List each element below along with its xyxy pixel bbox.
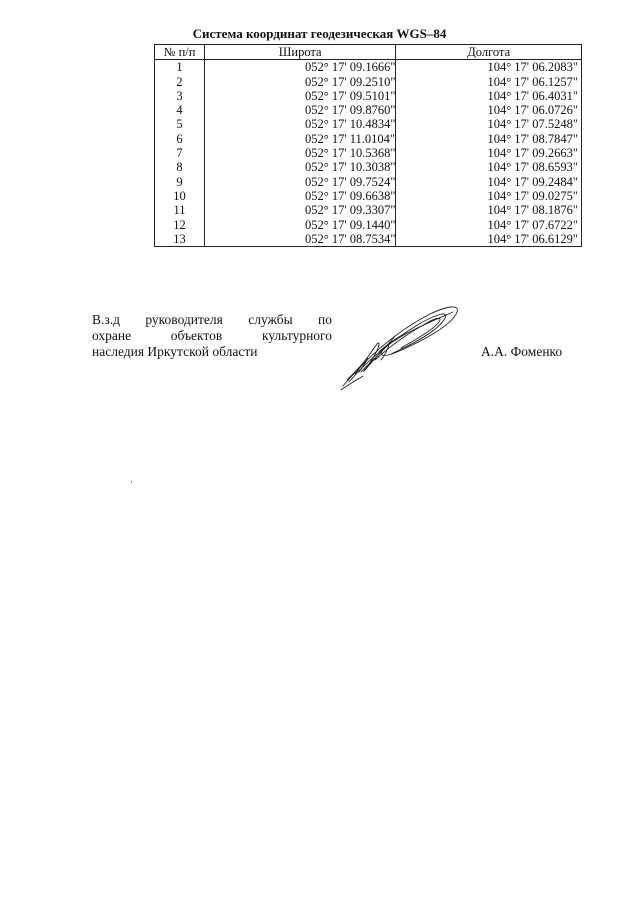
- row-longitude: 104° 17' 06.0726": [396, 103, 582, 117]
- header-latitude: Широта: [204, 45, 395, 60]
- row-number: 7: [155, 146, 205, 160]
- row-latitude: 052° 17' 11.0104": [204, 132, 395, 146]
- row-longitude: 104° 17' 09.2484": [396, 175, 582, 189]
- row-number: 9: [155, 175, 205, 189]
- table-row: [155, 103, 582, 117]
- row-latitude: 052° 17' 08.7534": [204, 232, 395, 247]
- table-row: [155, 189, 582, 203]
- table-row: [155, 60, 582, 75]
- table-row: [155, 89, 582, 103]
- row-latitude: 052° 17' 09.1666": [204, 60, 395, 75]
- row-longitude: 104° 17' 06.4031": [396, 89, 582, 103]
- table-row: [155, 117, 582, 131]
- document-title: Система координат геодезическая WGS–84: [192, 26, 447, 41]
- signatory-position: [92, 312, 332, 360]
- row-longitude: 104° 17' 08.1876": [396, 203, 582, 217]
- row-latitude: 052° 17' 09.5101": [204, 89, 395, 103]
- row-latitude: 052° 17' 09.3307": [204, 203, 395, 217]
- table-row: [155, 146, 582, 160]
- row-number: 8: [155, 160, 205, 174]
- position-line-2: охране объектов культурного: [92, 328, 332, 343]
- row-latitude: 052° 17' 10.4834": [204, 117, 395, 131]
- table-row: [155, 203, 582, 217]
- table-row: [155, 232, 582, 247]
- row-number: 6: [155, 132, 205, 146]
- table-row: [155, 175, 582, 189]
- table-row: [155, 75, 582, 89]
- row-longitude: 104° 17' 08.6593": [396, 160, 582, 174]
- header-longitude: Долгота: [396, 45, 582, 60]
- row-number: 11: [155, 203, 205, 217]
- scan-speck: [131, 481, 132, 483]
- row-number: 1: [155, 60, 205, 75]
- row-longitude: 104° 17' 08.7847": [396, 132, 582, 146]
- coordinates-table: [154, 44, 582, 247]
- row-latitude: 052° 17' 09.1440": [204, 218, 395, 232]
- position-line-1: В.з.д руководителя службы по: [92, 312, 332, 327]
- table-row: [155, 132, 582, 146]
- signer-name: А.А. Фоменко: [481, 344, 563, 359]
- row-longitude: 104° 17' 09.0275": [396, 189, 582, 203]
- row-latitude: 052° 17' 09.8760": [204, 103, 395, 117]
- position-line-3: наследия Иркутской области: [92, 344, 258, 359]
- row-number: 10: [155, 189, 205, 203]
- row-number: 13: [155, 232, 205, 247]
- table-row: [155, 160, 582, 174]
- row-longitude: 104° 17' 06.6129": [396, 232, 582, 247]
- table-row: [155, 218, 582, 232]
- table-header-row: [155, 45, 582, 60]
- row-latitude: 052° 17' 10.3038": [204, 160, 395, 174]
- row-number: 12: [155, 218, 205, 232]
- row-longitude: 104° 17' 07.6722": [396, 218, 582, 232]
- header-number: № п/п: [155, 45, 205, 60]
- row-longitude: 104° 17' 09.2663": [396, 146, 582, 160]
- row-latitude: 052° 17' 09.2510": [204, 75, 395, 89]
- row-latitude: 052° 17' 09.7524": [204, 175, 395, 189]
- row-number: 3: [155, 89, 205, 103]
- handwritten-signature: [335, 300, 470, 395]
- row-number: 2: [155, 75, 205, 89]
- row-longitude: 104° 17' 07.5248": [396, 117, 582, 131]
- row-longitude: 104° 17' 06.2083": [396, 60, 582, 75]
- row-longitude: 104° 17' 06.1257": [396, 75, 582, 89]
- row-latitude: 052° 17' 09.6638": [204, 189, 395, 203]
- row-latitude: 052° 17' 10.5368": [204, 146, 395, 160]
- row-number: 5: [155, 117, 205, 131]
- row-number: 4: [155, 103, 205, 117]
